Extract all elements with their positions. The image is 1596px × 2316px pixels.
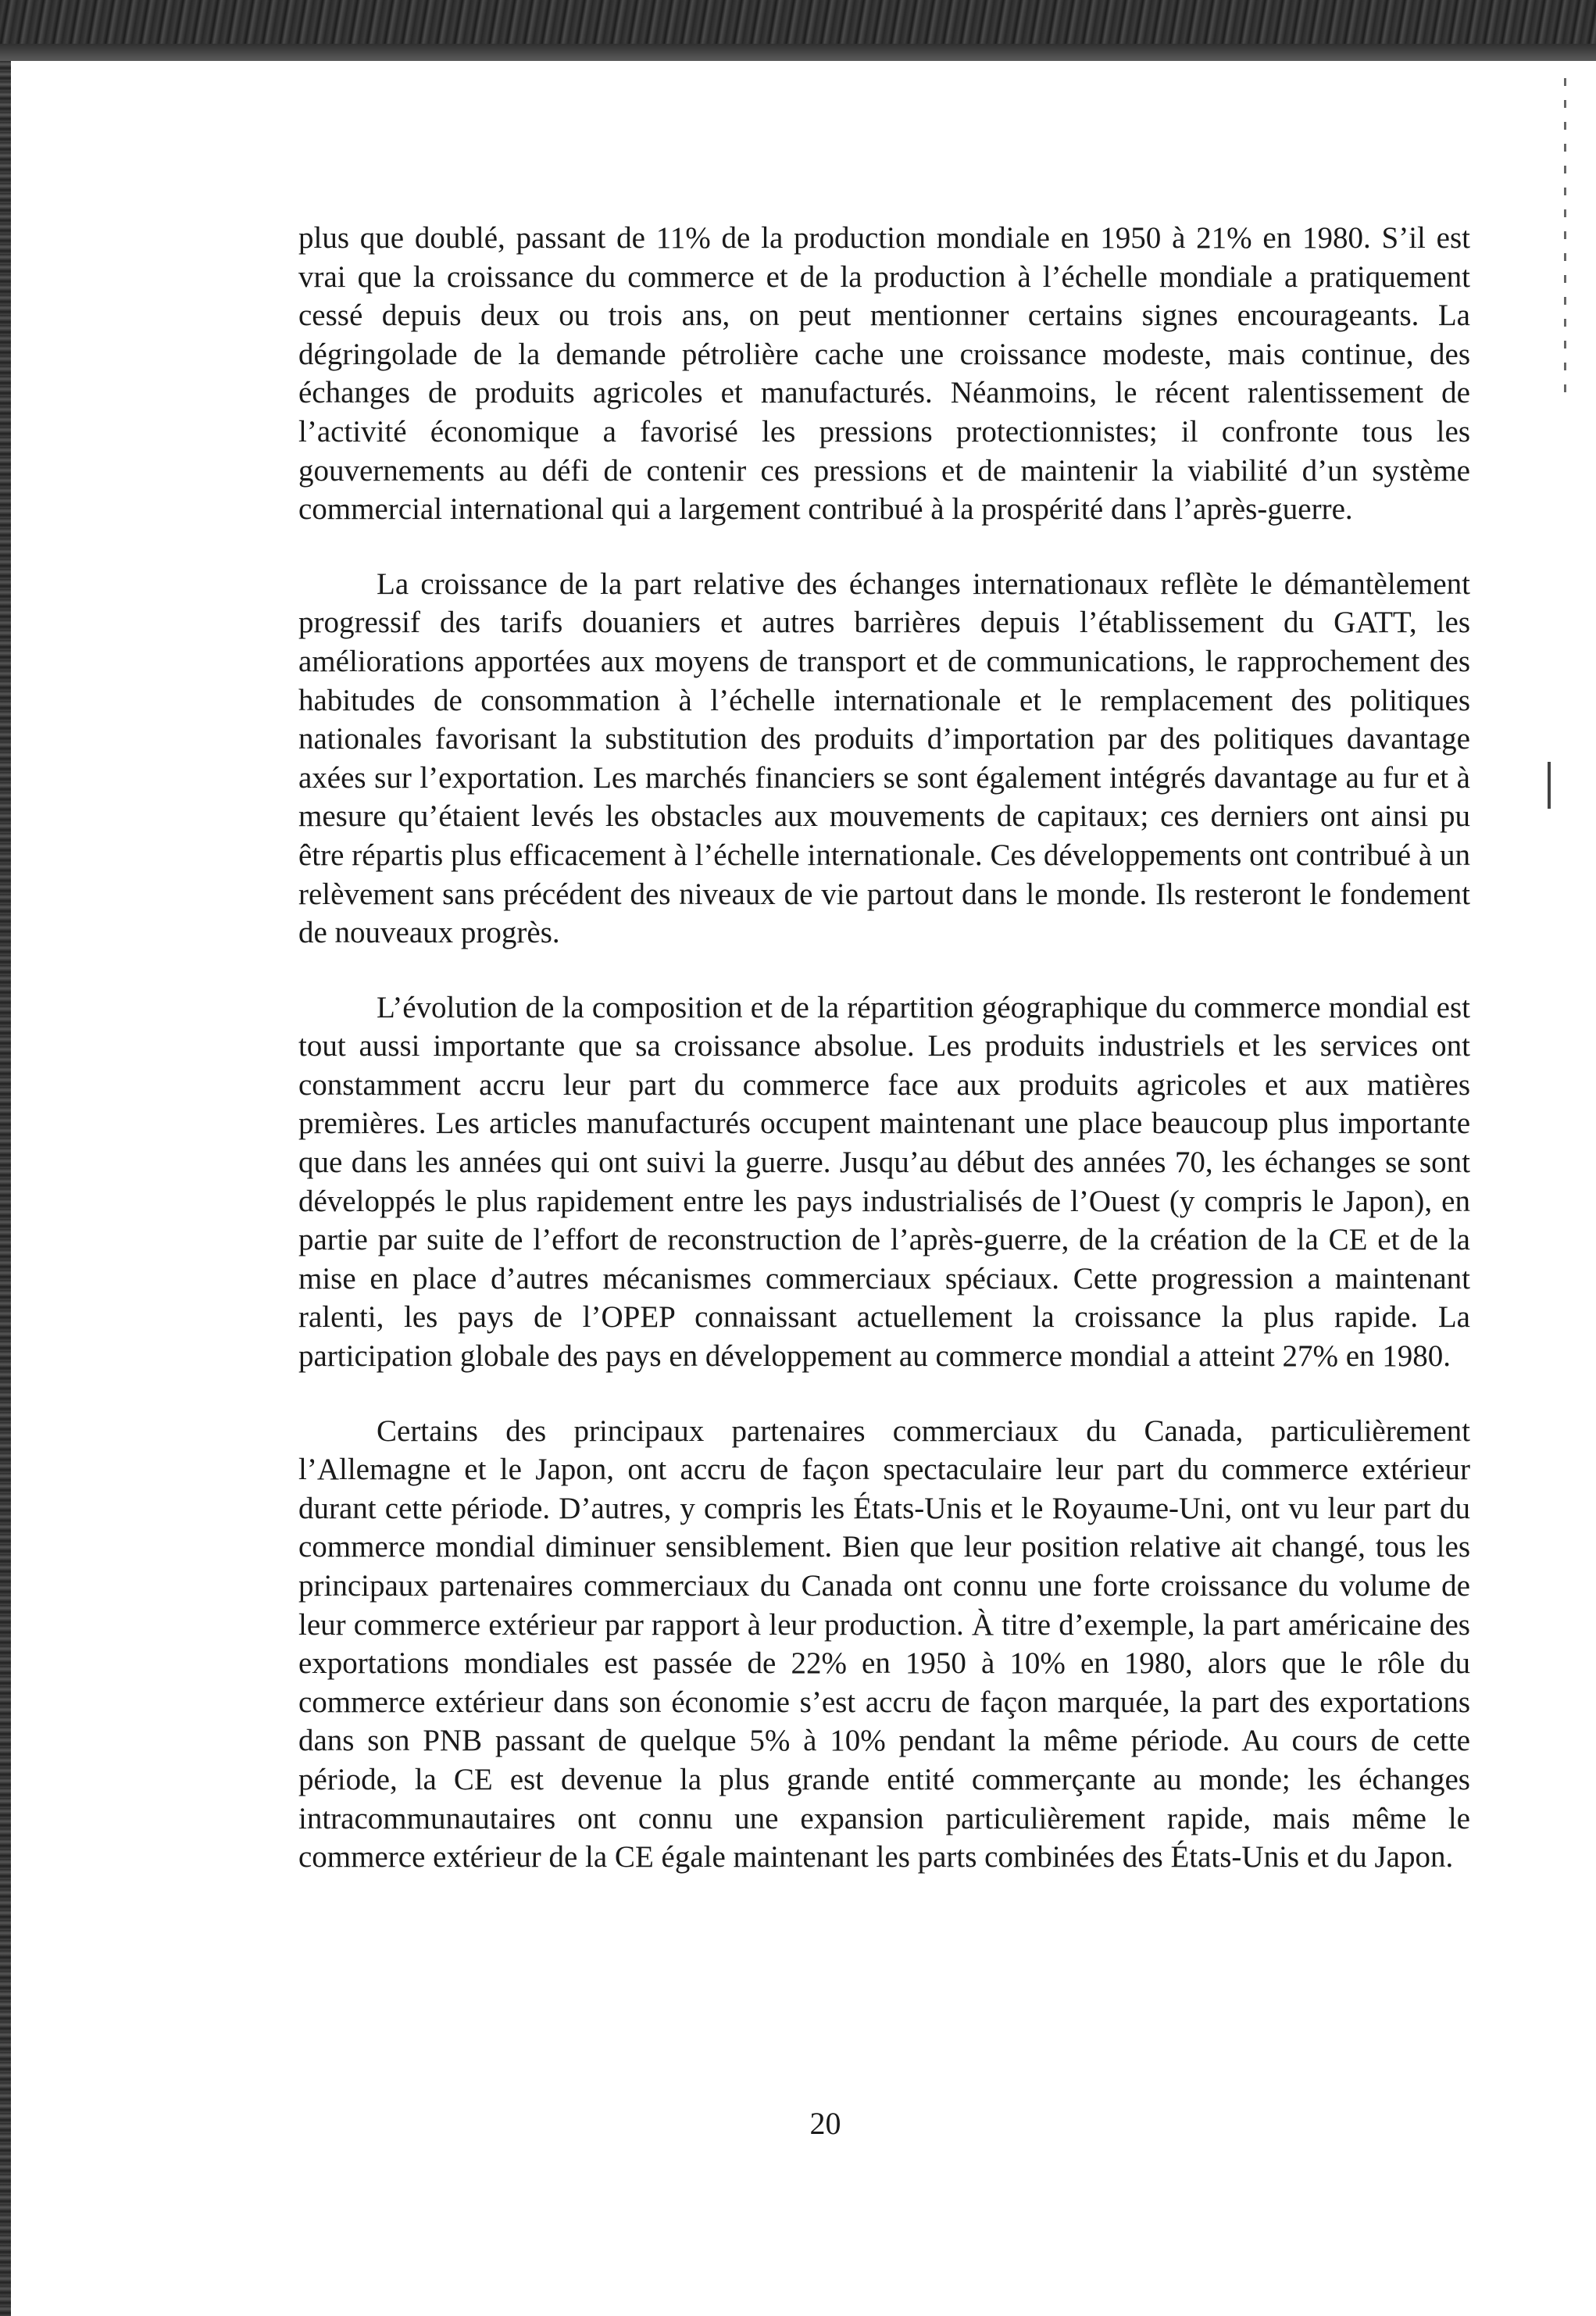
paragraph-2: La croissance de la part relative des échanges internationaux reflète le démantèlement progressif des tarifs douaniers et autres barrières depuis l’établissement du GATT, les améliorations apportées aux moyens de transport et de communications, le rapprochement des habitudes de consommation à l’échelle internationale et le remplacement des politiques nationales favorisant la substitution des produits d’importation par des politiques davantage axées sur l’exportation. Les marchés financiers se sont également intégrés davantage au fur et à mesure qu’étaient levés les obstacles aux mouvements de capitaux; ces derniers ont ainsi pu être répartis plus efficacement à l’échelle internationale. Ces développements ont contribué à un relèvement sans précédent des niveaux de vie partout dans le monde. Ils resteront le fondement de nouveaux progrès. [298, 566, 1470, 950]
paragraph-4: Certains des principaux partenaires commerciaux du Canada, particulièrement l’Allemagne et le Japon, ont accru de façon spectaculaire leur part du commerce extérieur durant cette période. D’autres, y compris les États-Unis et le Royaume-Uni, ont vu leur part du commerce mondial diminuer sensiblement. Bien que leur position relative ait changé, tous les principaux partenaires commerciaux du Canada ont connu une forte croissance du volume de leur commerce extérieur par rapport à leur production. À titre d’exemple, la part américaine des exportations mondiales est passée de 22% en 1950 à 10% en 1980, alors que le rôle du commerce extérieur dans son économie s’est accru de façon marquée, la part des exportations dans son PNB passant de quelque 5% à 10% pendant la même période. Au cours de cette période, la CE est devenue la plus grande entité commerçante au monde; les échanges intracommunautaires ont connu une expansion particulièrement rapide, mais même le commerce extérieur de la CE égale maintenant les parts combinées des États-Unis et du Japon. [298, 1414, 1470, 1875]
scan-mark-right [1564, 78, 1566, 406]
scan-border-left [0, 61, 11, 2316]
scan-mark-right-small [1548, 762, 1551, 809]
paragraph-3: L’évolution de la composition et de la répartition géographique du commerce mondial est tout aussi importante que sa croissance absolue. Les produits industriels et les services ont constamment accru leur part du commerce face aux produits agricoles et aux matières premières. Les articles manufacturés occupent maintenant une place beaucoup plus importante que dans les années qui ont suivi la guerre. Jusqu’au début des années 70, les échanges se sont développés le plus rapidement entre les pays industrialisés de l’Ouest (y compris le Japon), en partie par suite de l’effort de reconstruction de l’après-guerre, de la création de la CE et de la mise en place d’autres mécanismes commerciaux spéciaux. Cette progression a maintenant ralenti, les pays de l’OPEP connaissant actuellement la croissance la plus rapide. La participation globale des pays en développement au commerce mondial a atteint 27% en 1980. [298, 990, 1470, 1374]
document-body [298, 219, 1470, 1913]
paragraph-1: plus que doublé, passant de 11% de la production mondiale en 1950 à 21% en 1980. S’il est vrai que la croissance du commerce et de la production à l’échelle mondiale a pratiquement cessé depuis deux ou trois ans, on peut mentionner certains signes encourageants. La dégringolade de la demande pétrolière cache une croissance modeste, mais continue, des échanges de produits agricoles et manufacturés. Néanmoins, le récent ralentissement de l’activité économique a favorisé les pressions protectionnistes; il confronte tous les gouvernements au défi de contenir ces pressions et de maintenir la viabilité d’un système commercial international qui a largement contribué à la prospérité dans l’après-guerre. [298, 221, 1470, 527]
page-number: 20 [809, 2106, 841, 2141]
scan-border-top [0, 0, 1596, 61]
